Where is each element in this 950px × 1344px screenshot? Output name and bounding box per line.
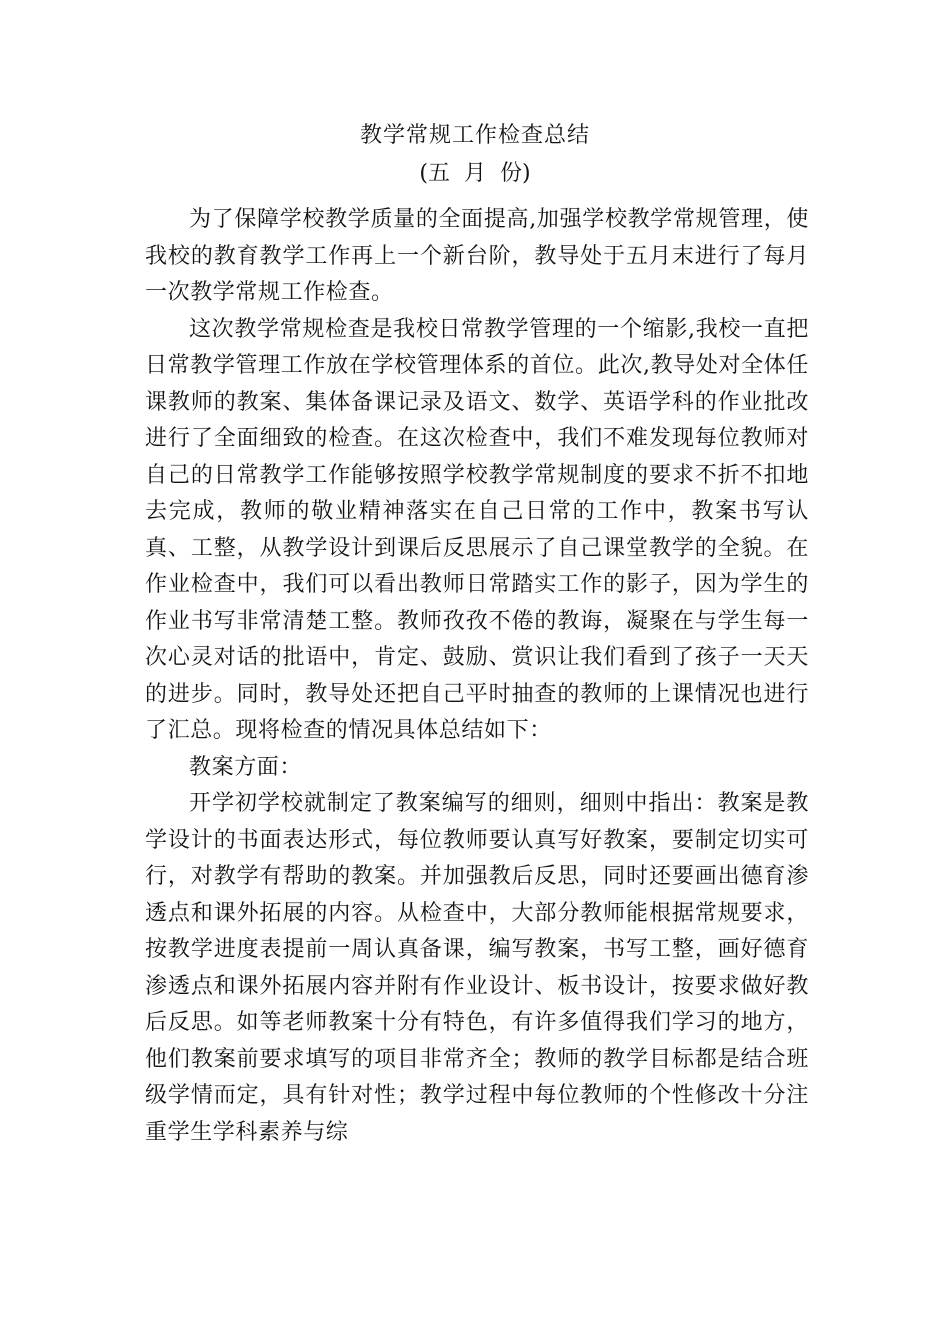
section-heading-lesson-plans: 教案方面： [189, 754, 303, 780]
document-body [145, 202, 809, 1151]
document-subtitle: (五 月 份) [419, 161, 531, 186]
paragraph-lesson-plans: 开学初学校就制定了教案编写的细则，细则中指出：教案是教学设计的书面表达形式，每位教师要认真写好教案，要制定切实可行，对教学有帮助的教案。并加强教后反思，同时还要画出德育渗透点和课外拓展的内容。从检查中，大部分教师能根据常规要求，按教学进度表提前一周认真备课，编写教案，书写工整，画好德育渗透点和课外拓展内容并附有作业设计、板书设计，按要求做好教后反思。如等老师教案十分有特色，有许多值得我们学习的地方，他们教案前要求填写的项目非常齐全；教师的教学目标都是结合班级学情而定，具有针对性；教学过程中每位教师的个性修改十分注重学生学科素养与综 [145, 791, 809, 1145]
document-title: 教学常规工作检查总结 [359, 123, 590, 148]
paragraph-overview: 这次教学常规检查是我校日常教学管理的一个缩影,我校一直把日常教学管理工作放在学校管理体系的首位。此次,教导处对全体任课教师的教案、集体备课记录及语文、数学、英语学科的作业批改进行了全面细致的检查。在这次检查中，我们不难发现每位教师对自己的日常教学工作能够按照学校教学常规制度的要求不折不扣地去完成，教师的敬业精神落实在自己日常的工作中，教案书写认真、工整，从教学设计到课后反思展示了自己课堂教学的全貌。在作业检查中，我们可以看出教师日常踏实工作的影子，因为学生的作业书写非常清楚工整。教师孜孜不倦的教诲，凝聚在与学生每一次心灵对话的批语中，肯定、鼓励、赏识让我们看到了孩子一天天的进步。同时，教导处还把自己平时抽查的教师的上课情况也进行了汇总。现将检查的情况具体总结如下： [145, 316, 809, 743]
paragraph-intro: 为了保障学校教学质量的全面提高,加强学校教学常规管理，使我校的教育教学工作再上一个新台阶，教导处于五月末进行了每月一次教学常规工作检查。 [145, 207, 809, 305]
